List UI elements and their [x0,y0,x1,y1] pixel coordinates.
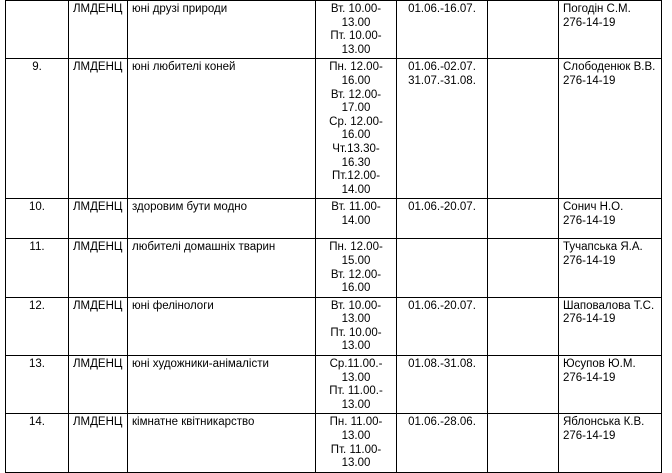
table-row [6,199,662,239]
schedule-times [316,199,397,239]
time-line: Пн. 12.00- [329,241,383,254]
time-line: Пт.12.00- [331,170,381,183]
time-line: 13.00 [341,430,371,443]
schedule-table [5,0,662,473]
organization: ЛМДЕНЦ [69,1,128,59]
organization: ЛМДЕНЦ [69,356,128,414]
schedule-times [316,297,397,355]
group-name: юні друзі природи [128,1,316,59]
table-row [6,297,662,355]
table-row [6,59,662,199]
time-line: Пт. 11.00.- [329,385,383,398]
time-line: 13.00 [341,16,371,29]
table-row [6,356,662,414]
date-range [397,414,488,472]
contact [559,1,662,59]
contact-phone: 276-14-19 [563,313,616,326]
time-line: Пт. 10.00- [330,30,382,43]
time-line: Пн. 12.00- [329,61,383,74]
group-name: кімнатне квітникарство [128,414,316,472]
time-line: Пт. 11.00- [330,443,382,456]
date-line: 01.06.-16.07. [408,3,476,15]
empty-cell [488,199,559,239]
schedule-body [6,1,662,473]
time-line: 13.00 [341,398,371,411]
contact [559,356,662,414]
empty-cell [488,356,559,414]
contact-name: Сонич Н.О. [563,201,624,214]
date-line: 01.06.-20.07. [408,299,476,312]
contact-phone: 276-14-19 [563,214,616,227]
contact-name: Тучапська Я.А. [563,241,643,254]
time-line: 13.00 [341,313,371,326]
contact-phone: 276-14-19 [563,430,616,443]
schedule-times [316,356,397,414]
empty-cell [488,297,559,355]
organization: ЛМДЕНЦ [69,414,128,472]
organization: ЛМДЕНЦ [69,239,128,297]
time-line: Вт. 10.00- [330,3,382,15]
contact-phone: 276-14-19 [563,74,616,87]
contact [559,59,662,199]
organization: ЛМДЕНЦ [69,199,128,239]
date-range [397,59,488,199]
group-name: любителі домашніх тварин [128,239,316,297]
row-number: 12. [6,297,69,355]
schedule-times [316,59,397,199]
date-range [397,199,488,239]
time-line: 16.00 [341,129,371,142]
time-line: 13.00 [341,340,371,353]
table-row [6,1,662,59]
row-number [6,1,69,59]
date-range [397,356,488,414]
time-line: Вт. 12.00- [330,268,382,281]
schedule-times [316,239,397,297]
time-line: 16.30 [341,156,371,169]
time-line: Вт. 12.00- [330,88,382,101]
contact-name: Яблонська К.В. [563,416,645,429]
contact-name: Юсупов Ю.М. [563,358,636,371]
time-line: 16.00 [341,282,371,295]
contact [559,239,662,297]
contact [559,297,662,355]
table-row [6,414,662,472]
time-line: Вт. 11.00- [331,201,381,214]
time-line: Пн. 11.00- [329,416,383,429]
time-line: 14.00 [341,183,371,196]
contact [559,414,662,472]
time-line: 14.00 [341,214,371,227]
date-range [397,297,488,355]
date-range [397,239,488,297]
time-line: 17.00 [341,102,371,115]
time-line: 16.00 [341,74,371,87]
contact-phone: 276-14-19 [563,16,616,29]
contact-name: Шаповалова Т.С. [563,299,655,312]
time-line: 13.00 [341,457,371,470]
date-line: 01.06.-02.07. [408,61,476,74]
row-number: 10. [6,199,69,239]
empty-cell [488,239,559,297]
contact-name: Слободенюк В.В. [563,61,656,74]
contact-name: Погодін С.М. [563,3,631,15]
group-name: здоровим бути модно [128,199,316,239]
time-line: Ср.11.00.- [329,358,383,371]
time-line: 13.00 [341,43,371,56]
row-number: 13. [6,356,69,414]
time-line: Пт. 10.00- [330,326,382,339]
table-row [6,239,662,297]
group-name: юні фелінологи [128,297,316,355]
row-number: 14. [6,414,69,472]
schedule-times [316,1,397,59]
date-line: 01.06.-28.06. [408,416,476,429]
group-name: юні художники-анімалісти [128,356,316,414]
organization: ЛМДЕНЦ [69,59,128,199]
time-line: Чт.13.30- [332,142,380,155]
date-line: 31.07.-31.08. [408,74,476,87]
date-line: 01.08.-31.08. [408,358,476,371]
row-number: 9. [6,59,69,199]
empty-cell [488,59,559,199]
contact-phone: 276-14-19 [563,371,616,384]
time-line: 13.00 [341,371,371,384]
time-line: Ср. 12.00- [329,115,383,128]
time-line: 15.00 [341,254,371,267]
group-name: юні любителі коней [128,59,316,199]
contact-phone: 276-14-19 [563,254,616,267]
date-range [397,1,488,59]
empty-cell [488,414,559,472]
date-line: 01.06.-20.07. [408,201,476,214]
time-line: Вт. 10.00- [330,299,382,312]
row-number: 11. [6,239,69,297]
empty-cell [488,1,559,59]
schedule-times [316,414,397,472]
organization: ЛМДЕНЦ [69,297,128,355]
contact [559,199,662,239]
